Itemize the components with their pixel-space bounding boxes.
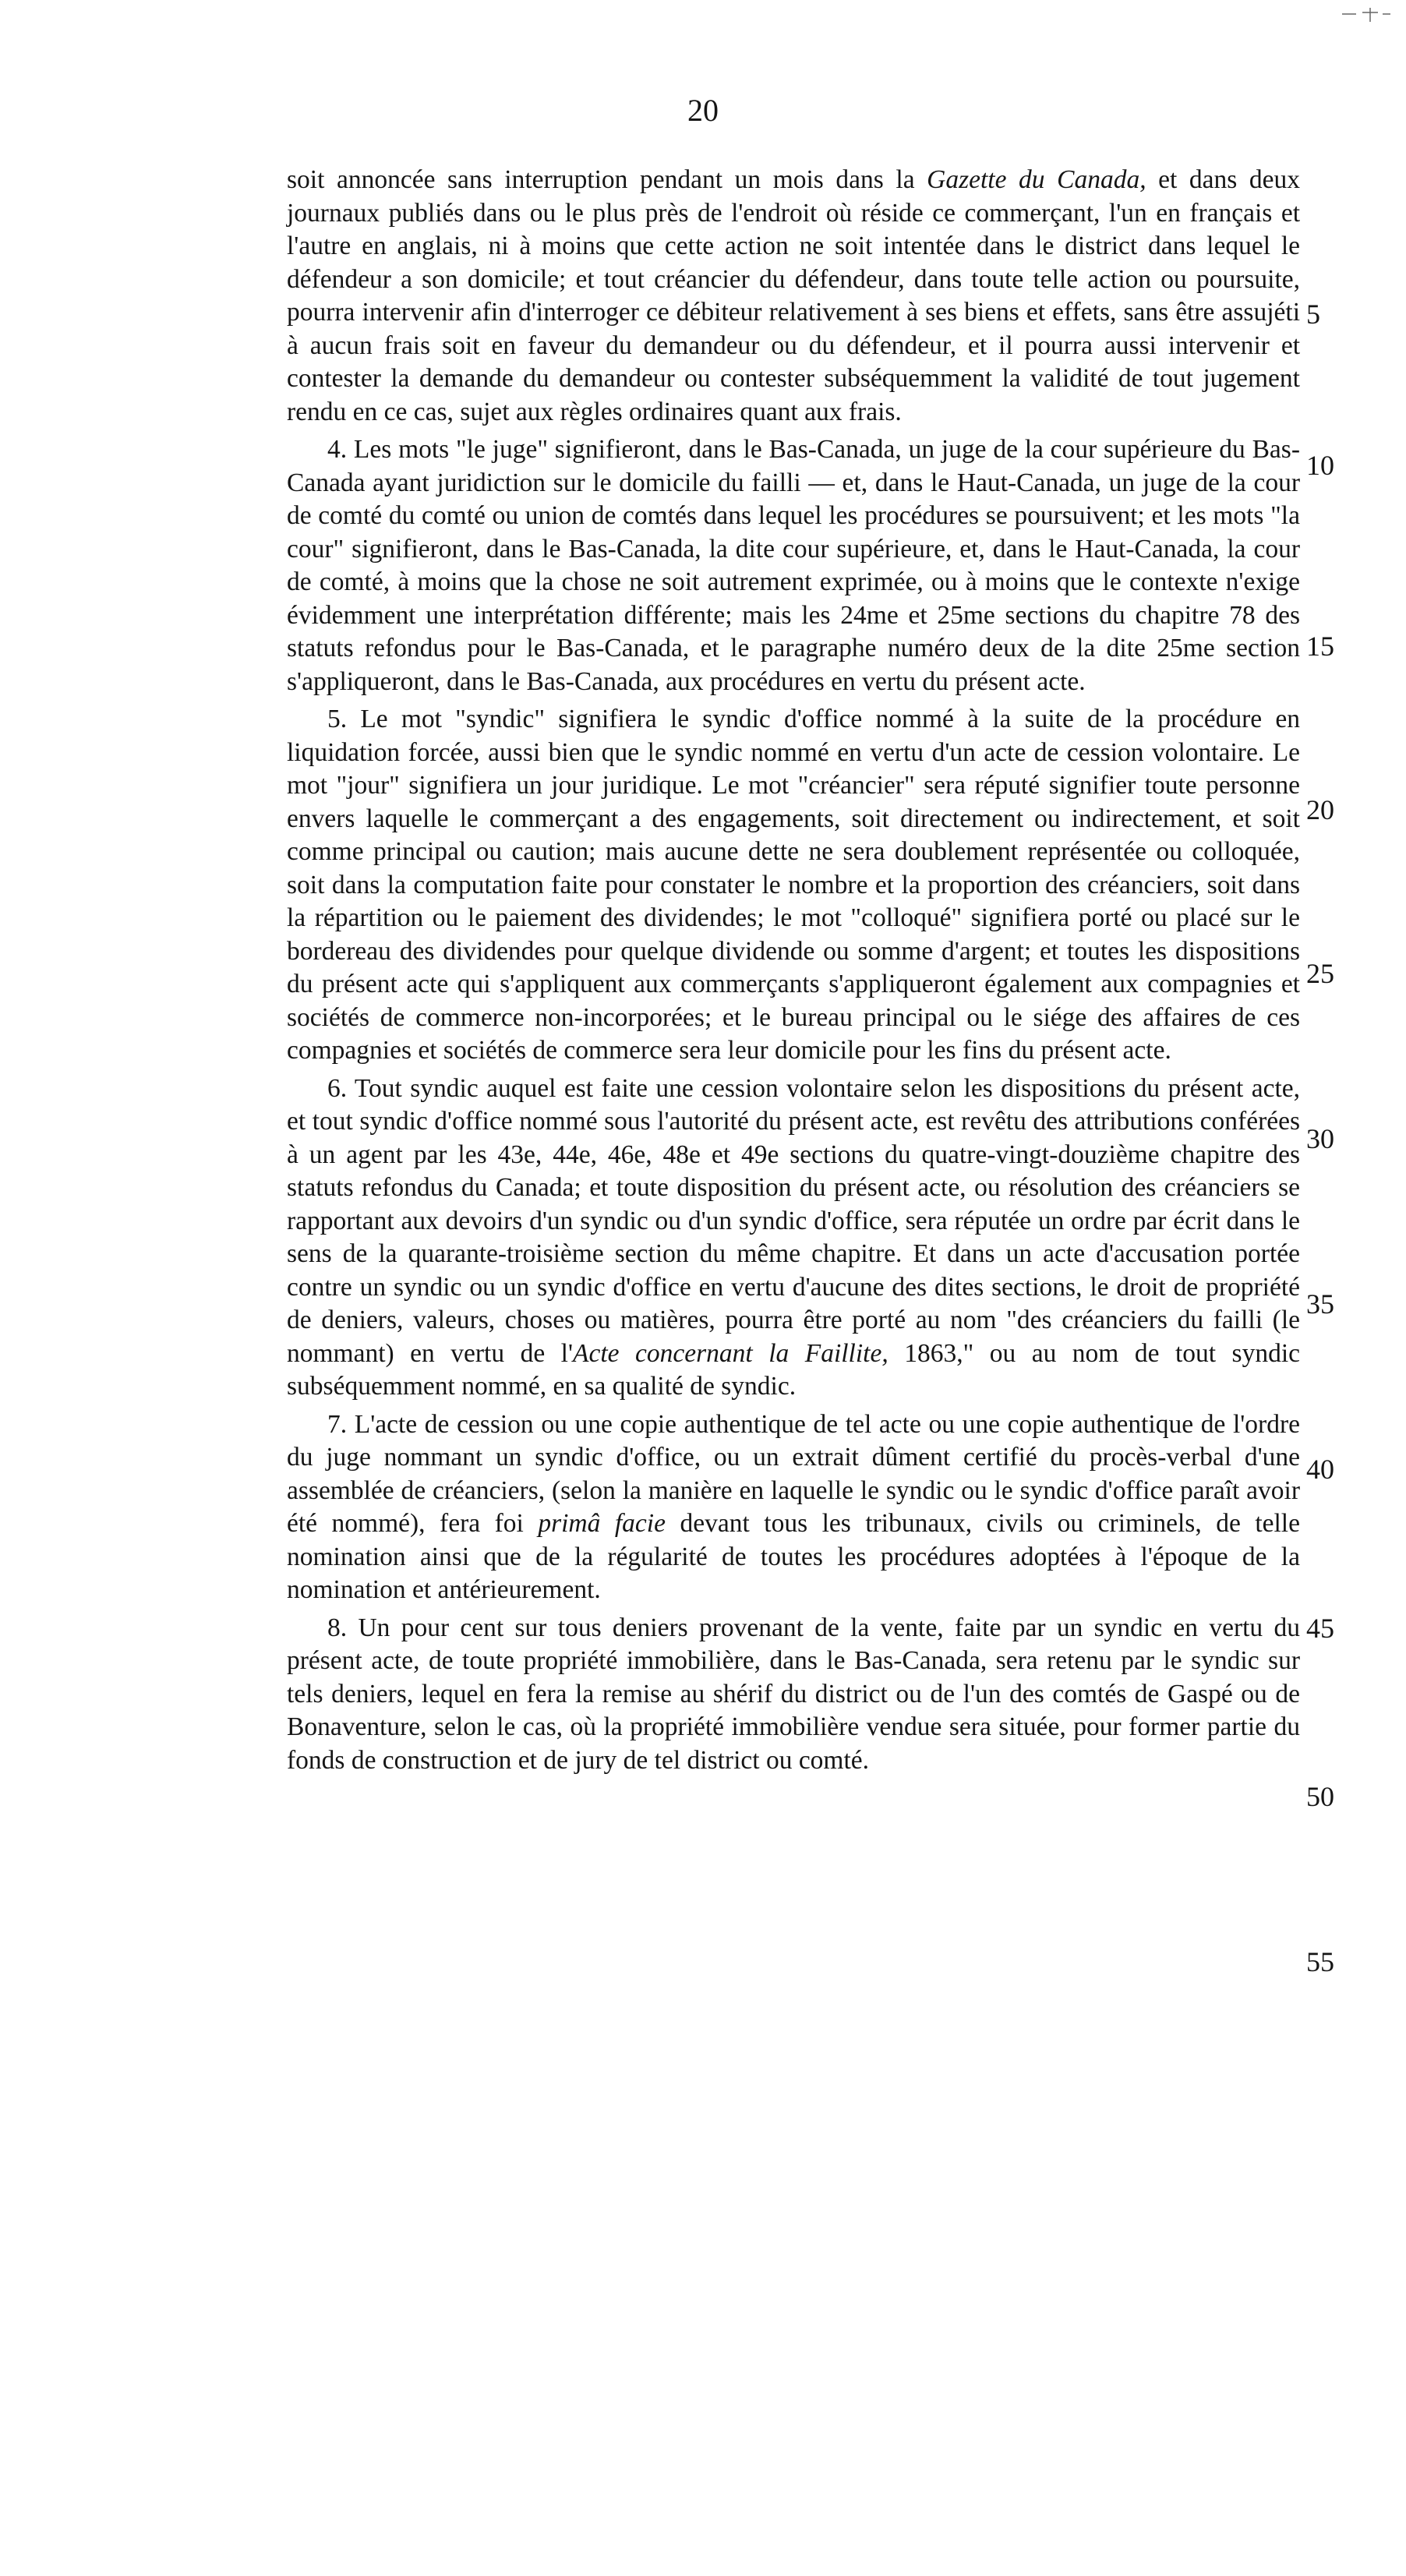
corner-mark bbox=[1339, 5, 1394, 23]
italic-title: Gazette du Canada, bbox=[927, 165, 1146, 194]
margin-line-number: 5 bbox=[1306, 299, 1320, 330]
page-number: 20 bbox=[687, 93, 719, 128]
margin-line-number: 40 bbox=[1306, 1454, 1334, 1485]
margin-line-number: 45 bbox=[1306, 1613, 1334, 1644]
section-8: 8. Un pour cent sur tous deniers provenant de la vente, faite par un syndic en vertu du présent acte, de toute propriété immobilière, dans le Bas-Canada, sera retenu par le syndic sur tels deniers, lequel en fera la remise au shérif du district ou de l'un des comtés de Gaspé ou de Bonaventure, selon le cas, où la propriété immobilière vendue sera située, pour former partie du fonds de construction et de jury de tel district ou comté. bbox=[287, 1613, 1300, 1775]
margin-line-number: 25 bbox=[1306, 958, 1334, 989]
section-7: 7. L'acte de cession ou une copie authentique de tel acte ou une copie authentique de l'ordre du juge nommant un syndic d'office, ou un extrait dûment certifié du procès-verbal d'une assemblée de créanciers, (selon la manière en laquelle le syndic ou le syndic d'office paraît avoir été nommé), fera foi primâ facie devant tous les tribunaux, civils ou criminels, de telle nomination ainsi que de la régularité de toutes les procédures adoptées à l'époque de la nomination et antérieurement. bbox=[287, 1409, 1300, 1604]
paragraph-continued: soit annoncée sans interruption pendant un mois dans la Gazette du Canada, et dans deux journaux publiés dans ou le plus près de l'endroit où réside ce commerçant, l'un en français et l'autre en anglais, ni à moins que cette action ne soit intentée dans le district dans lequel le défendeur a son domicile; et tout créancier du défendeur, dans toute telle action ou poursuite, pourra intervenir afin d'interroger ce débiteur relativement à ses biens et effets, sans être assujéti à aucun frais soit en faveur du demandeur ou du défendeur, et il pourra aussi intervenir et contester la demande du demandeur ou contester subséquemment la validité de tout jugement rendu en ce cas, sujet aux règles ordinaires quant aux frais. bbox=[287, 165, 1301, 426]
margin-line-number: 30 bbox=[1306, 1123, 1334, 1154]
section-6: 6. Tout syndic auquel est faite une cession volontaire selon les dispositions du présent acte, et tout syndic d'office nommé sous l'autorité du présent acte, est revêtu des attributions conférées à un agent par les 43e, 44e, 46e, 48e et 49e sections du quatre-vingt-douzième chapitre des statuts refondus du Canada; et toute disposition du présent acte, ou résolution des créanciers se rapportant aux devoirs d'un syndic ou d'un syndic d'office, sera réputée un ordre par écrit dans le sens de la quarante-troisième section du même chapitre. Et dans un acte d'accusation portée contre un syndic ou un syndic d'office en vertu d'aucune des dites sections, le droit de propriété de deniers, valeurs, choses ou matières, pourra être porté au nom "des créanciers du failli (le nommant) en vertu de l'Acte concernant la Faillite, 1863," ou au nom de tout syndic subséquemment nommé, en sa qualité de syndic. bbox=[287, 1073, 1300, 1401]
margin-line-number: 10 bbox=[1306, 450, 1334, 481]
margin-line-number: 50 bbox=[1306, 1781, 1334, 1812]
margin-line-number: 55 bbox=[1306, 1946, 1334, 1977]
margin-line-number: 15 bbox=[1306, 631, 1334, 662]
italic-prima-facie: primâ facie bbox=[538, 1509, 666, 1538]
margin-line-number: 35 bbox=[1306, 1288, 1334, 1320]
body-text bbox=[287, 164, 1300, 1782]
section-4: 4. Les mots "le juge" signifieront, dans le Bas-Canada, un juge de la cour supérieure du Bas-Canada ayant juridiction sur le domicile du failli — et, dans le Haut-Canada, un juge de la cour de comté du comté ou union de comtés dans lequel les procédures se poursuivent; et les mots "la cour" signifieront, dans le Bas-Canada, la dite cour supérieure, et, dans le Haut-Canada, la cour de comté, à moins que la chose ne soit autrement exprimée, ou à moins que le contexte n'exige évidemment une interprétation différente; mais les 24me et 25me sections du chapitre 78 des statuts refondus pour le Bas-Canada, et le paragraphe numéro deux de la dite 25me section s'appliqueront, dans le Bas-Canada, aux procédures en vertu du présent acte. bbox=[287, 435, 1300, 696]
italic-act-title: Acte concernant la Faillite, bbox=[573, 1338, 888, 1368]
section-5: 5. Le mot "syndic" signifiera le syndic d'office nommé à la suite de la procédure en liquidation forcée, aussi bien que le syndic nommé en vertu d'un acte de cession volontaire. Le mot "jour" signifiera un jour juridique. Le mot "créancier" sera réputé signifier toute personne envers laquelle le commerçant a des engagements, soit directement ou indirectement, et soit comme principal ou caution; mais aucune dette ne sera doublement représentée ou colloquée, soit dans la computation faite pour constater le nombre et la proportion des créanciers, soit dans la répartition ou le paiement des dividendes; le mot "colloqué" signifiera porté ou placé sur le bordereau des dividendes pour quelque dividende ou somme d'argent; et toutes les dispositions du présent acte qui s'appliquent aux commerçants s'appliqueront également aux compagnies et sociétés de commerce non-incorporées; et le bureau principal ou le siége des affaires de ces compagnies et sociétés de commerce sera leur domicile pour les fins du présent acte. bbox=[287, 705, 1300, 1065]
margin-line-number: 20 bbox=[1306, 794, 1334, 825]
